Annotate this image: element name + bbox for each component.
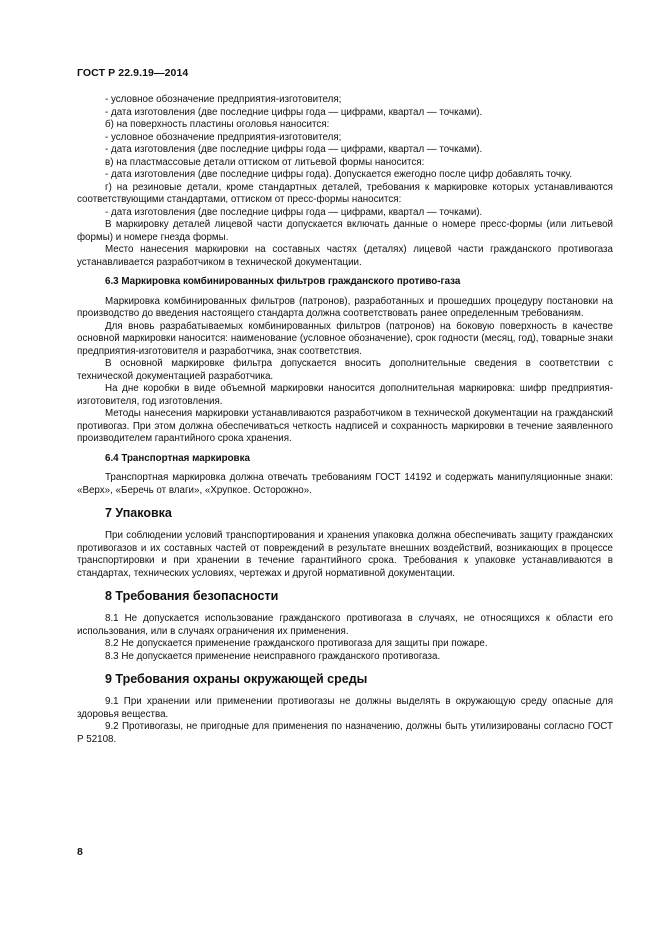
paragraph: 9.2 Противогазы, не пригодные для применения по назначению, должны быть утилизированы согласно ГОСТ Р 52108. [77, 721, 613, 745]
paragraph: - условное обозначение предприятия-изготовителя; [105, 131, 342, 143]
paragraph: Транспортная маркировка должна отвечать требованиям ГОСТ 14192 и содержать манипуляционные знаки: «Верх», «Беречь от влаги», «Хрупкое. Осторожно». [77, 472, 613, 496]
document-body [77, 94, 613, 746]
paragraph: На дне коробки в виде объемной маркировки наносится дополнительная маркировка: шифр предприятия-изготовителя, год изготовления. [77, 383, 613, 407]
paragraph: - дата изготовления (две последние цифры года). Допускается ежегодно после цифр добавлять точку. [105, 169, 573, 180]
document-header: ГОСТ Р 22.9.19—2014 [77, 67, 189, 79]
paragraph: - дата изготовления (две последние цифры года — цифрами, квартал — точками). [105, 144, 483, 155]
paragraph: Место нанесения маркировки на составных частях (деталях) лицевой части гражданского противогаза устанавливается разработчиком в технической документации. [77, 244, 613, 268]
paragraph: - дата изготовления (две последние цифры года — цифрами, квартал — точками). [105, 106, 483, 118]
section-6-4-heading: 6.4 Транспортная маркировка [105, 452, 250, 464]
paragraph: 8.3 Не допускается применение неисправного гражданского противогаза. [105, 650, 441, 662]
paragraph: в) на пластмассовые детали оттиском от литьевой формы наносится: [105, 156, 425, 168]
page-number: 8 [77, 846, 83, 858]
paragraph: 8.1 Не допускается использование гражданского противогаза в случаях, не относящихся к области его использования, или в случаях ограничения их применения. [77, 613, 613, 637]
paragraph: б) на поверхность пластины оголовья наносится: [105, 119, 330, 130]
paragraph: 9.1 При хранении или применении противогазы не должны выделять в окружающую среду опасные для здоровья вещества. [77, 696, 613, 720]
section-8-title: 8 Требования безопасности [105, 589, 279, 603]
paragraph: - условное обозначение предприятия-изготовителя; [105, 94, 342, 105]
paragraph: 8.2 Не допускается применение гражданского противогаза для защиты при пожаре. [105, 638, 488, 649]
section-9-title: 9 Требования охраны окружающей среды [105, 672, 368, 686]
paragraph: При соблюдении условий транспортирования и хранения упаковка должна обеспечивать защиту гражданских противогазов и их составных частей от повреждений в результате внешних воздействий, возникающих в процессе транспортировки и при хранении в течение гарантийного срока. Требования к упаковке устанавливаются в стандартах, технических условиях, чертежах и другой нормативной документации. [77, 530, 613, 579]
section-6-3-heading: 6.3 Маркировка комбинированных фильтров гражданского противо-газа [105, 276, 461, 287]
paragraph: Методы нанесения маркировки устанавливаются разработчиком в технической документации на гражданский противогаз. При этом должна обеспечиваться четкость надписей и сохранность маркировки в течение заявленного производителем гарантийного срока хранения. [77, 408, 613, 444]
section-7-title: 7 Упаковка [105, 506, 172, 520]
paragraph: - дата изготовления (две последние цифры года — цифрами, квартал — точками). [105, 206, 483, 218]
paragraph: В основной маркировке фильтра допускается вносить дополнительные сведения в соответствии с технической документацией разработчика. [77, 358, 613, 382]
paragraph: В маркировку деталей лицевой части допускается включать данные о номере пресс-формы (или литьевой формы) и номере гнезда формы. [77, 219, 613, 243]
paragraph: г) на резиновые детали, кроме стандартных деталей, требования к маркировке которых устанавливаются соответствующими стандартами, оттиском от пресс-формы наносится: [77, 181, 613, 205]
paragraph: Для вновь разрабатываемых комбинированных фильтров (патронов) на боковую поверхность в качестве основной маркировки наносится: наименование (условное обозначение), срок годности (месяц, год), товарные знаки предприятия-изготовителя и разработчика, знак соответствия. [77, 320, 613, 357]
paragraph: Маркировка комбинированных фильтров (патронов), разработанных и прошедших процедуру постановки на производство до введения настоящего стандарта должна соответствовать ранее определенным требованиям. [77, 295, 613, 319]
